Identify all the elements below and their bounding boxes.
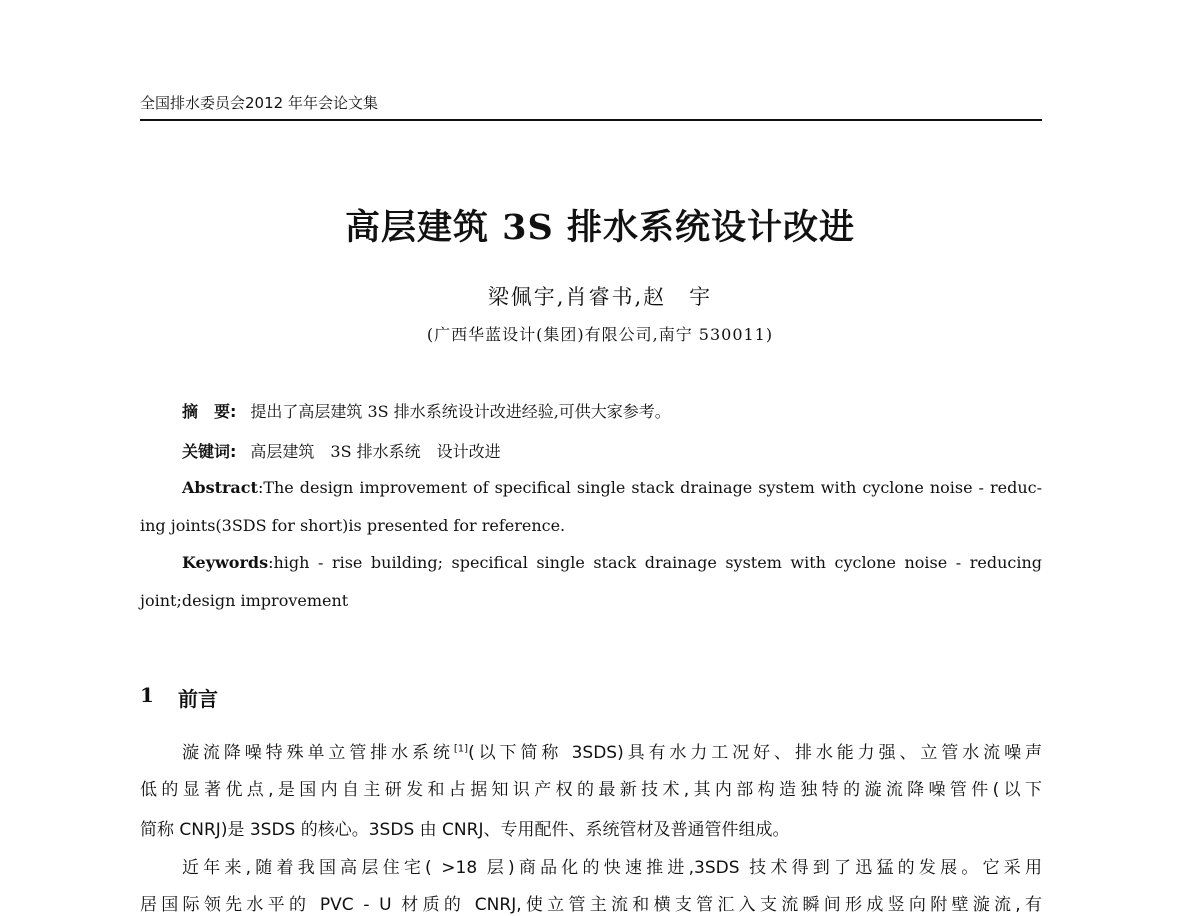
keywords-zh <box>182 439 501 462</box>
paper-affiliation: (广西华蓝设计(集团)有限公司,南宁 530011) <box>426 325 774 344</box>
section-title: 前言 <box>178 687 218 711</box>
abstract-zh <box>182 399 671 422</box>
citation-ref: [1] <box>453 743 469 755</box>
body-line-1 <box>182 738 1042 763</box>
keywords-en-label: Keywords <box>182 553 269 572</box>
abstract-zh-label: 摘 要: <box>182 402 237 421</box>
abstract-zh-text: 提出了高层建筑 3S 排水系统设计改进经验,可供大家参考。 <box>250 402 671 421</box>
keywords-zh-label: 关键词: <box>182 442 237 461</box>
keywords-en-text1: :high - rise building; specifical single stack drainage system with cyclone noise - reducing <box>268 553 1042 572</box>
body-line-2: 低的显著优点,是国内自主研发和占据知识产权的最新技术,其内部构造独特的漩流降噪管件(以下 <box>140 780 1042 800</box>
body-line-5: 居国际领先水平的 PVC - U 材质的 CNRJ,使立管主流和横支管汇入支流瞬间形成竖向附壁漩流,有 <box>140 895 1042 915</box>
section-number: 1 <box>140 683 154 707</box>
body-line-3: 简称 CNRJ)是 3SDS 的核心。3SDS 由 CNRJ、专用配件、系统管材及普通管件组成。 <box>140 820 790 840</box>
keywords-zh-text: 高层建筑 3S 排水系统 设计改进 <box>250 442 501 461</box>
keywords-en-line1 <box>182 553 1042 572</box>
abstract-en-label: Abstract <box>182 478 258 497</box>
keywords-en-line2: joint;design improvement <box>140 591 349 610</box>
paper-title: 高层建筑 3S 排水系统设计改进 <box>344 207 855 248</box>
body-line-4: 近年来,随着我国高层住宅( >18 层)商品化的快速推进,3SDS 技术得到了迅猛的发展。它采用 <box>182 858 1042 878</box>
running-header: 全国排水委员会2012 年年会论文集 <box>140 94 378 112</box>
abstract-en-line1 <box>182 478 1042 497</box>
abstract-en-line2: ing joints(3SDS for short)is presented for reference. <box>140 516 566 535</box>
abstract-en-text1: :The design improvement of specifical single stack drainage system with cyclone noise - reduc- <box>257 478 1042 497</box>
header-rule <box>140 119 1042 121</box>
body-line-1a: 漩流降噪特殊单立管排水系统 <box>182 743 454 763</box>
body-line-1b: (以下简称 3SDS)具有水力工况好、排水能力强、立管水流噪声 <box>468 743 1042 763</box>
paper-authors: 梁佩宇,肖睿书,赵 宇 <box>487 285 713 309</box>
